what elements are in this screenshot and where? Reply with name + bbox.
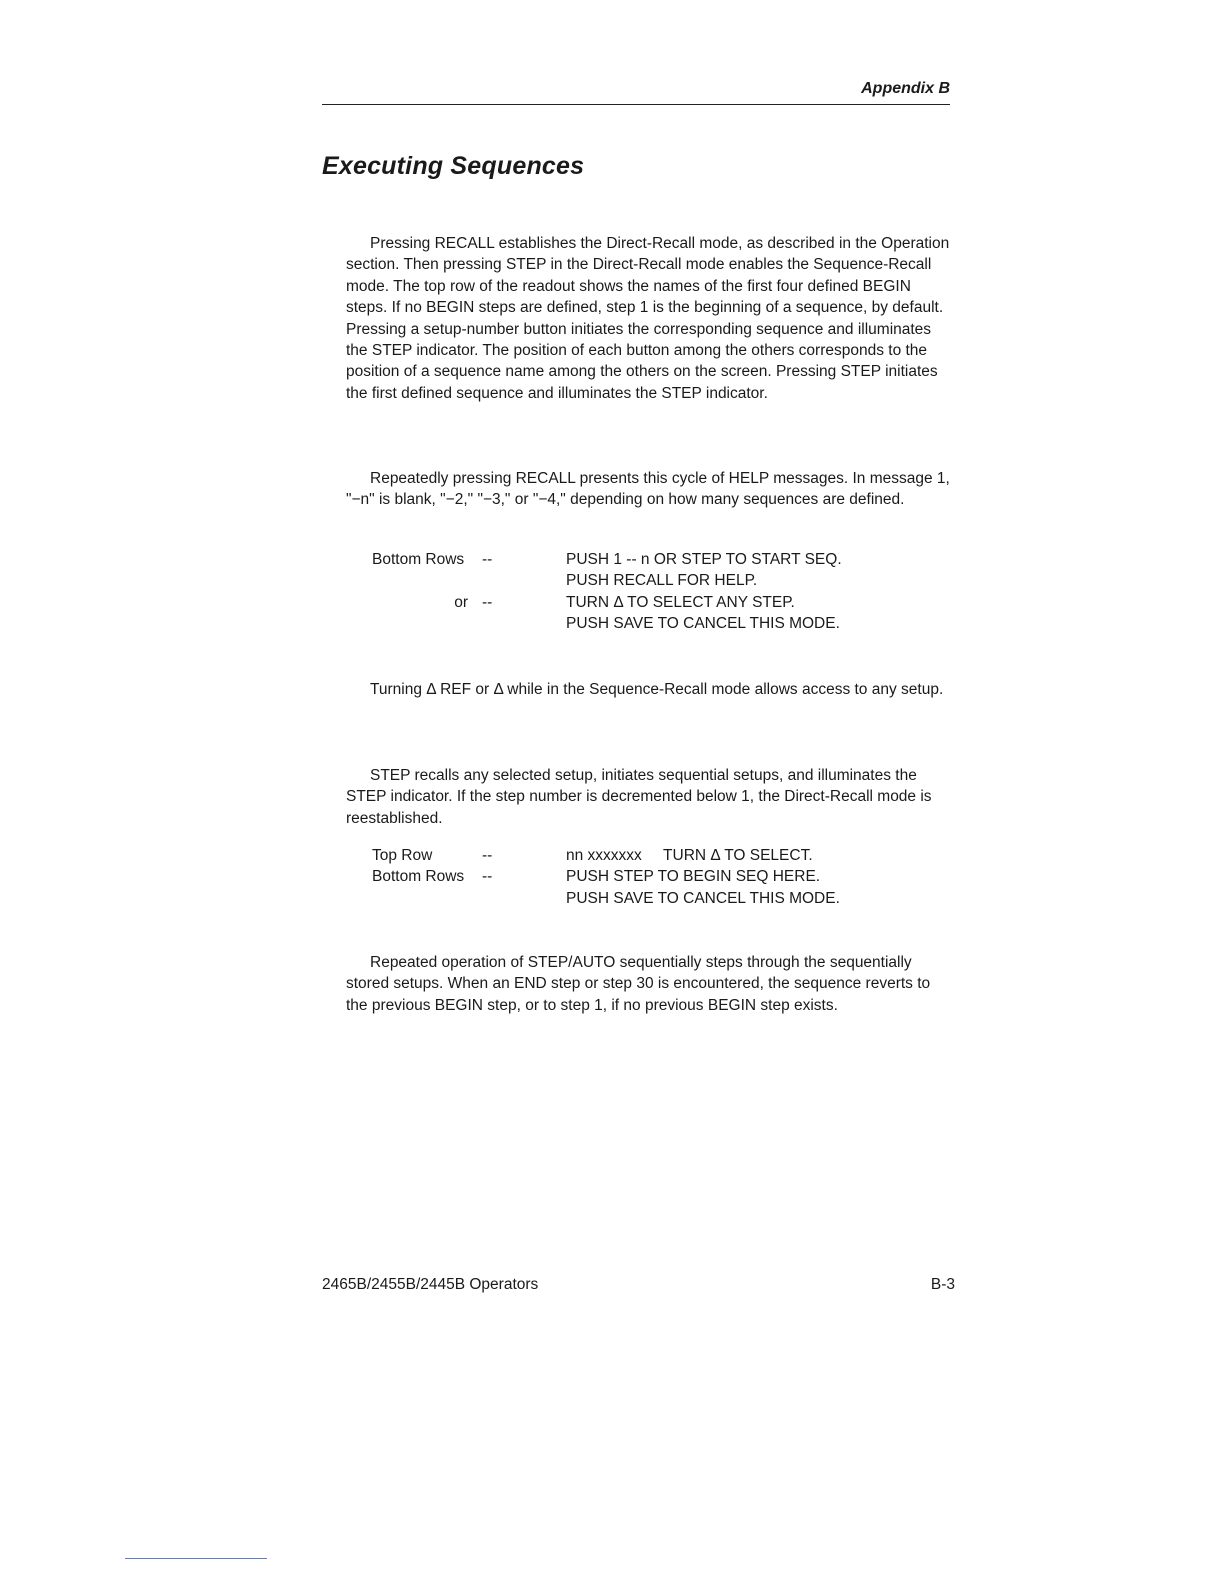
paragraph-delta-access: Turning Δ REF or Δ while in the Sequence-Recall mode allows access to any setup. — [370, 681, 944, 698]
help-message-row — [372, 592, 932, 613]
paragraph-help-messages: Repeatedly pressing RECALL presents this cycle of HELP messages. In message 1, "−n" is blank, "−2," "−3," or "−4," depending on how many sequences are defined. — [346, 470, 950, 509]
msg-text: PUSH SAVE TO CANCEL THIS MODE. — [566, 615, 840, 633]
running-head: Appendix B — [861, 80, 950, 97]
msg-text: TURN Δ TO SELECT ANY STEP. — [566, 593, 795, 611]
help-message-block-2 — [372, 845, 932, 909]
paragraph-step-recalls: STEP recalls any selected setup, initiates sequential setups, and illuminates the STEP indicator. If the step number is decremented below 1, the Direct-Recall mode is reestablished. — [346, 767, 932, 827]
msg-label: Bottom Rows — [372, 868, 465, 886]
msg-text: PUSH 1 -- n OR STEP TO START SEQ. — [566, 551, 842, 568]
help-message-row — [372, 549, 932, 570]
header-rule — [322, 104, 950, 105]
help-message-row — [372, 866, 932, 887]
msg-text: PUSH RECALL FOR HELP. — [566, 572, 758, 590]
msg-text: PUSH STEP TO BEGIN SEQ HERE. — [566, 868, 821, 886]
msg-label: Bottom Rows — [372, 551, 465, 568]
paragraph-step-auto: Repeated operation of STEP/AUTO sequentially steps through the sequentially stored setups. When an END step or step 30 is encountered, the sequence reverts to the previous BEGIN step, or to step 1, if no previous BEGIN step exists. — [346, 954, 931, 1014]
msg-separator: -- — [482, 868, 493, 886]
footer-page-number: B-3 — [930, 1276, 955, 1293]
help-message-row — [372, 845, 932, 866]
paragraph-sequence-recall-mode: Pressing RECALL establishes the Direct-Recall mode, as described in the Operation section. Then pressing STEP in the Direct-Recall mode enables the Sequence-Recall mode. The top row of the readout shows the names of the first four defined BEGIN steps. If no BEGIN steps are defined, step 1 is the beginning of a sequence, by default. Pressing a setup-number button initiates the corresponding sequence and illuminates the STEP indicator. The position of each button among the others corresponds to the position of a sequence name among the others on the screen. Pressing STEP initiates the first defined sequence and illuminates the STEP indicator. — [346, 235, 950, 402]
scan-edge-line — [125, 1558, 267, 1559]
msg-text: PUSH SAVE TO CANCEL THIS MODE. — [566, 889, 840, 907]
section-title: Executing Sequences — [322, 152, 585, 180]
msg-separator: -- — [482, 551, 493, 568]
msg-label: or — [454, 593, 468, 611]
msg-label: Top Row — [372, 847, 433, 864]
help-message-row — [372, 888, 932, 909]
msg-separator: -- — [482, 593, 493, 611]
msg-text: nn xxxxxxx TURN Δ TO SELECT. — [566, 847, 813, 864]
help-message-row — [372, 570, 932, 591]
help-message-block-1 — [372, 549, 932, 635]
help-message-row — [372, 613, 932, 634]
msg-separator: -- — [482, 847, 493, 864]
footer-manual-title: 2465B/2455B/2445B Operators — [322, 1276, 539, 1293]
